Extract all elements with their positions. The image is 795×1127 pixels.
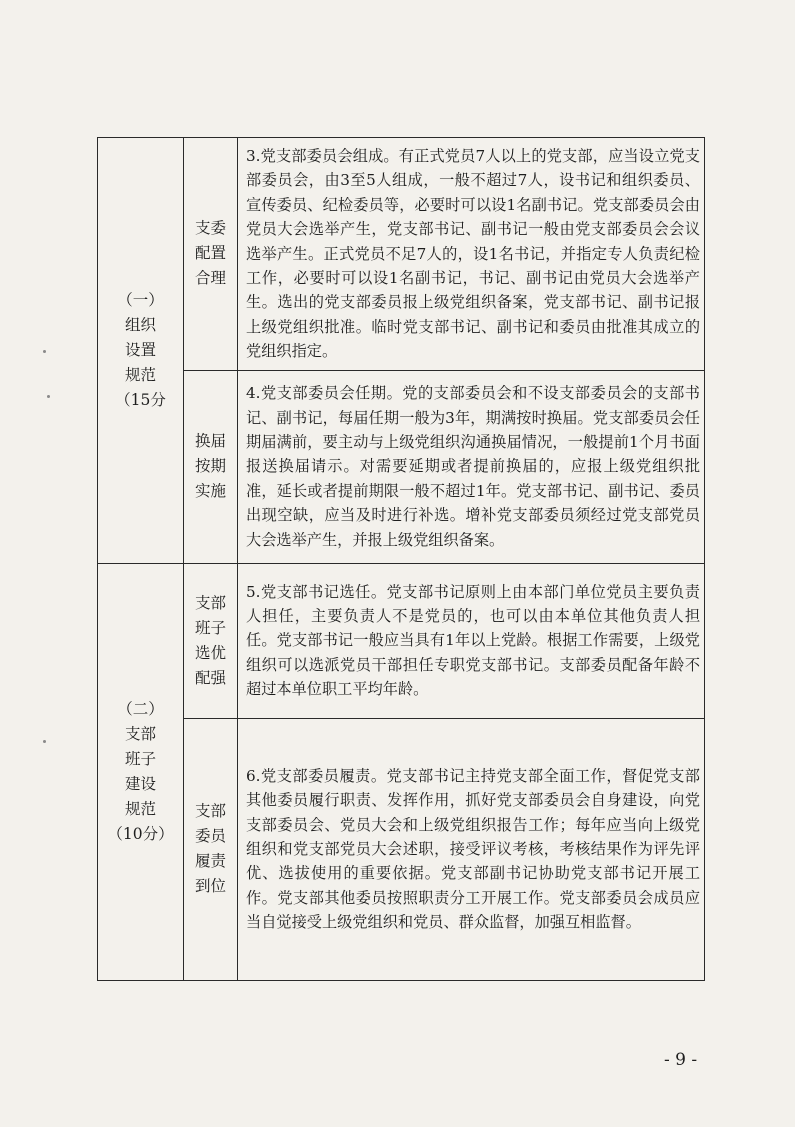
table-row (98, 563, 705, 718)
assessment-table (97, 137, 705, 981)
table-row (98, 138, 705, 371)
subcategory-cell (184, 563, 238, 718)
content-text: 4.党支部委员会任期。党的支部委员会和不设支部委员会的支部书记、副书记，每届任期一般为3年，期满按时换届。党支部委员会任期届满前，要主动与上级党组织沟通换届情况，一般提前1个月书面报送换届请示。对需要延期或者提前换届的，应报上级党组织批准，延长或者提前期限一般不超过1年。党支部书记、副书记、委员出现空缺，应当及时进行补选。增补党支部委员须经过党支部党员大会选举产生，并报上级党组织备案。 (246, 384, 700, 549)
content-text: 3.党支部委员会组成。有正式党员7人以上的党支部，应当设立党支部委员会，由3至5人组成，一般不超过7人，设书记和组织委员、宣传委员、纪检委员等，必要时可以设1名副书记。党支部委员会由党员大会选举产生，党支部书记、副书记一般由党支部委员会会议选举产生。正式党员不足7人的，设1名书记，并指定专人负责纪检工作，必要时可以设1名副书记，书记、副书记由党员大会选举产生。选出的党支部委员报上级党组织备案，党支部书记、副书记报上级党组织批准。临时党支部书记、副书记和委员由批准其成立的党组织指定。 (246, 147, 700, 361)
content-text: 5.党支部书记选任。党支部书记原则上由本部门单位党员主要负责人担任，主要负责人不是党员的，也可以由本单位其他负责人担任。党支部书记一般应当具有1年以上党龄。根据工作需要，上级党组织可以选派党员干部担任专职党支部书记。支部委员配备年龄不超过本单位职工平均年龄。 (246, 582, 700, 699)
binding-hole-mark (43, 350, 46, 353)
subcategory-label: 换届按期实施 (194, 432, 226, 501)
category-label: （一） 组织 设置 规范 （15分 (115, 290, 166, 409)
category-cell (98, 138, 184, 564)
subcategory-cell (184, 138, 238, 371)
category-cell (98, 563, 184, 980)
content-cell (238, 563, 705, 718)
page-number: - 9 - (664, 1050, 698, 1070)
table-row (98, 370, 705, 563)
category-label: （二） 支部 班子 建设 规范 （10分） (107, 699, 174, 843)
subcategory-label: 支委配置合理 (194, 219, 226, 288)
subcategory-cell (184, 718, 238, 980)
content-cell (238, 718, 705, 980)
subcategory-label: 支部班子选优配强 (194, 593, 226, 687)
subcategory-label: 支部委员履责到位 (194, 802, 226, 896)
content-cell (238, 370, 705, 563)
content-cell (238, 138, 705, 371)
binding-hole-mark (47, 395, 50, 398)
content-text: 6.党支部委员履责。党支部书记主持党支部全面工作，督促党支部其他委员履行职责、发挥作用，抓好党支部委员会自身建设，向党支部委员会、党员大会和上级党组织报告工作；每年应当向上级党组织和党支部党员大会述职，接受评议考核，考核结果作为评先评优、选拔使用的重要依据。党支部副书记协助党支部书记开展工作。党支部其他委员按照职责分工开展工作。党支部委员会成员应当自觉接受上级党组织和党员、群众监督，加强互相监督。 (246, 766, 700, 932)
subcategory-cell (184, 370, 238, 563)
table-row (98, 718, 705, 980)
binding-hole-mark (43, 740, 46, 743)
